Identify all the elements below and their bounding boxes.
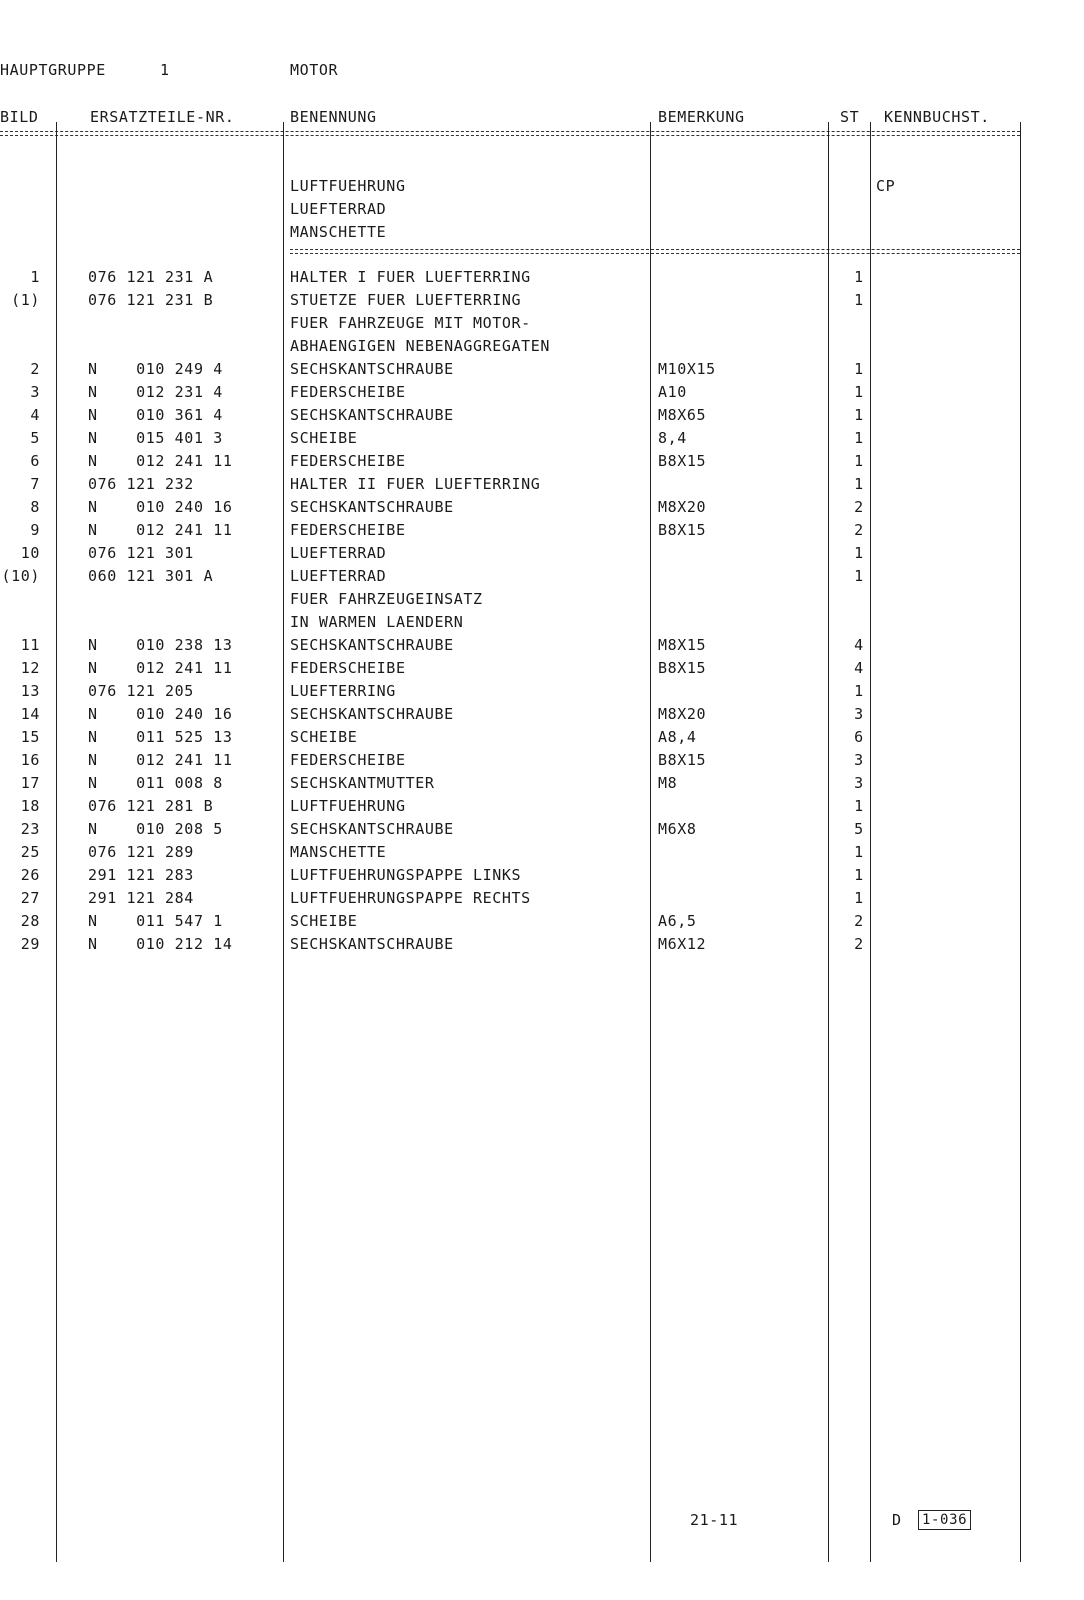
row-part-number: N 012 241 11 [88,659,233,677]
row-qty: 5 [854,820,864,838]
row-name: HALTER I FUER LUEFTERRING [290,268,531,286]
row-name: SECHSKANTSCHRAUBE [290,406,454,424]
table-row [0,358,1084,381]
table-row [0,634,1084,657]
table-row [0,335,1084,358]
row-qty: 6 [854,728,864,746]
row-bild: 5 [30,429,40,447]
row-bild: 27 [20,889,40,907]
row-name: SECHSKANTSCHRAUBE [290,705,454,723]
row-part-number: N 015 401 3 [88,429,223,447]
row-name: FUER FAHRZEUGE MIT MOTOR- [290,314,531,332]
table-row [0,795,1084,818]
row-name: LUFTFUEHRUNGSPAPPE LINKS [290,866,522,884]
row-name: SCHEIBE [290,429,358,447]
row-remark: B8X15 [658,659,707,677]
row-bild: 15 [20,728,40,746]
row-bild: 10 [20,544,40,562]
row-qty: 3 [854,774,864,792]
row-bild: 6 [30,452,40,470]
row-name: FUER FAHRZEUGEINSATZ [290,590,483,608]
row-bild: 16 [20,751,40,769]
table-row [0,266,1084,289]
table-row [0,818,1084,841]
row-qty: 1 [854,452,864,470]
row-bild: 1 [30,268,40,286]
header-separator-2 [0,135,1020,136]
row-name: SECHSKANTSCHRAUBE [290,820,454,838]
row-part-number: N 012 241 11 [88,521,233,539]
row-qty: 1 [854,866,864,884]
row-name: MANSCHETTE [290,843,387,861]
table-row [0,933,1084,956]
row-qty: 1 [854,429,864,447]
row-part-number: 060 121 301 A [88,567,214,585]
section-code: CP [876,177,896,195]
row-qty: 1 [854,406,864,424]
col-header-part-no: ERSATZTEILE-NR. [90,108,235,126]
table-row [0,588,1084,611]
col-header-bild: BILD [0,108,39,126]
row-qty: 1 [854,682,864,700]
row-bild: 14 [20,705,40,723]
row-bild: 25 [20,843,40,861]
row-part-number: N 010 208 5 [88,820,223,838]
row-part-number: 076 121 281 B [88,797,214,815]
row-remark: M10X15 [658,360,716,378]
group-label: HAUPTGRUPPE [0,61,106,79]
row-qty: 1 [854,360,864,378]
row-part-number: N 010 238 13 [88,636,233,654]
table-row [0,887,1084,910]
col-header-code: KENNBUCHST. [884,108,990,126]
row-name: FEDERSCHEIBE [290,659,406,677]
row-qty: 4 [854,636,864,654]
table-row [0,910,1084,933]
row-remark: M6X12 [658,935,707,953]
row-qty: 3 [854,705,864,723]
row-bild: 7 [30,475,40,493]
row-remark: A10 [658,383,687,401]
row-part-number: 076 121 289 [88,843,194,861]
col-header-name: BENENNUNG [290,108,377,126]
row-name: LUFTFUEHRUNG [290,797,406,815]
row-bild: 17 [20,774,40,792]
row-qty: 2 [854,935,864,953]
row-part-number: N 012 241 11 [88,452,233,470]
row-part-number: N 012 231 4 [88,383,223,401]
row-remark: M8X65 [658,406,707,424]
row-name: LUEFTERRAD [290,544,387,562]
row-part-number: 076 121 231 A [88,268,214,286]
row-name: SECHSKANTSCHRAUBE [290,935,454,953]
row-name: SCHEIBE [290,728,358,746]
row-name: SECHSKANTSCHRAUBE [290,636,454,654]
table-row [0,703,1084,726]
row-name: SECHSKANTMUTTER [290,774,435,792]
section-separator-2 [290,253,1020,254]
col-header-remark: BEMERKUNG [658,108,745,126]
header-separator [0,131,1020,132]
row-name: IN WARMEN LAENDERN [290,613,464,631]
row-name: SCHEIBE [290,912,358,930]
row-qty: 3 [854,751,864,769]
row-qty: 1 [854,843,864,861]
row-name: FEDERSCHEIBE [290,383,406,401]
row-qty: 2 [854,912,864,930]
row-bild: 3 [30,383,40,401]
row-name: LUEFTERRAD [290,567,387,585]
table-row [0,473,1084,496]
row-qty: 1 [854,567,864,585]
row-name: SECHSKANTSCHRAUBE [290,360,454,378]
row-remark: B8X15 [658,521,707,539]
row-part-number: 291 121 283 [88,866,194,884]
row-remark: B8X15 [658,452,707,470]
row-name: HALTER II FUER LUEFTERRING [290,475,541,493]
page-number: 21-11 [690,1511,739,1529]
table-row [0,772,1084,795]
row-part-number: 076 121 232 [88,475,194,493]
row-part-number: N 010 212 14 [88,935,233,953]
row-remark: M8X20 [658,705,707,723]
row-bild: 9 [30,521,40,539]
row-bild: 26 [20,866,40,884]
row-part-number: N 011 008 8 [88,774,223,792]
table-row [0,726,1084,749]
row-bild: 8 [30,498,40,516]
row-bild: 4 [30,406,40,424]
row-part-number: N 011 525 13 [88,728,233,746]
row-name: FEDERSCHEIBE [290,751,406,769]
table-row [0,404,1084,427]
table-row [0,381,1084,404]
group-name: MOTOR [290,61,339,79]
language-code: D [892,1511,902,1529]
row-part-number: 076 121 231 B [88,291,214,309]
row-name: FEDERSCHEIBE [290,452,406,470]
row-remark: 8,4 [658,429,687,447]
table-row [0,841,1084,864]
row-name: SECHSKANTSCHRAUBE [290,498,454,516]
row-part-number: N 010 240 16 [88,705,233,723]
row-part-number: N 011 547 1 [88,912,223,930]
table-row [0,289,1084,312]
table-row [0,749,1084,772]
row-remark: A8,4 [658,728,697,746]
row-bild: (1) [11,291,40,309]
table-row [0,496,1084,519]
table-row [0,657,1084,680]
section-title-3: MANSCHETTE [290,223,387,241]
row-part-number: N 012 241 11 [88,751,233,769]
row-part-number: N 010 240 16 [88,498,233,516]
reference-stamp: 1-036 [918,1510,971,1530]
row-remark: B8X15 [658,751,707,769]
row-part-number: 076 121 301 [88,544,194,562]
row-remark: M8 [658,774,678,792]
row-name: ABHAENGIGEN NEBENAGGREGATEN [290,337,551,355]
row-remark: A6,5 [658,912,697,930]
row-bild: 12 [20,659,40,677]
table-row [0,427,1084,450]
row-remark: M8X15 [658,636,707,654]
table-row [0,312,1084,335]
row-qty: 1 [854,889,864,907]
row-bild: 29 [20,935,40,953]
row-name: FEDERSCHEIBE [290,521,406,539]
group-number: 1 [160,61,170,79]
row-remark: M6X8 [658,820,697,838]
row-bild: 11 [20,636,40,654]
row-qty: 1 [854,291,864,309]
row-name: LUEFTERRING [290,682,396,700]
row-part-number: N 010 361 4 [88,406,223,424]
section-title-1: LUFTFUEHRUNG [290,177,406,195]
row-qty: 2 [854,498,864,516]
table-row [0,565,1084,588]
row-name: STUETZE FUER LUEFTERRING [290,291,522,309]
row-bild: (10) [1,567,40,585]
row-qty: 1 [854,383,864,401]
row-name: LUFTFUEHRUNGSPAPPE RECHTS [290,889,531,907]
table-row [0,519,1084,542]
section-separator [290,249,1020,250]
row-bild: 28 [20,912,40,930]
table-row [0,450,1084,473]
row-qty: 2 [854,521,864,539]
row-part-number: 076 121 205 [88,682,194,700]
row-qty: 1 [854,544,864,562]
row-bild: 23 [20,820,40,838]
row-qty: 4 [854,659,864,677]
row-part-number: 291 121 284 [88,889,194,907]
row-part-number: N 010 249 4 [88,360,223,378]
row-bild: 13 [20,682,40,700]
row-qty: 1 [854,475,864,493]
row-remark: M8X20 [658,498,707,516]
row-qty: 1 [854,268,864,286]
section-title-2: LUEFTERRAD [290,200,387,218]
table-row [0,680,1084,703]
row-bild: 18 [20,797,40,815]
table-row [0,542,1084,565]
table-row [0,864,1084,887]
row-qty: 1 [854,797,864,815]
table-row [0,611,1084,634]
row-bild: 2 [30,360,40,378]
col-header-qty: ST [840,108,860,126]
